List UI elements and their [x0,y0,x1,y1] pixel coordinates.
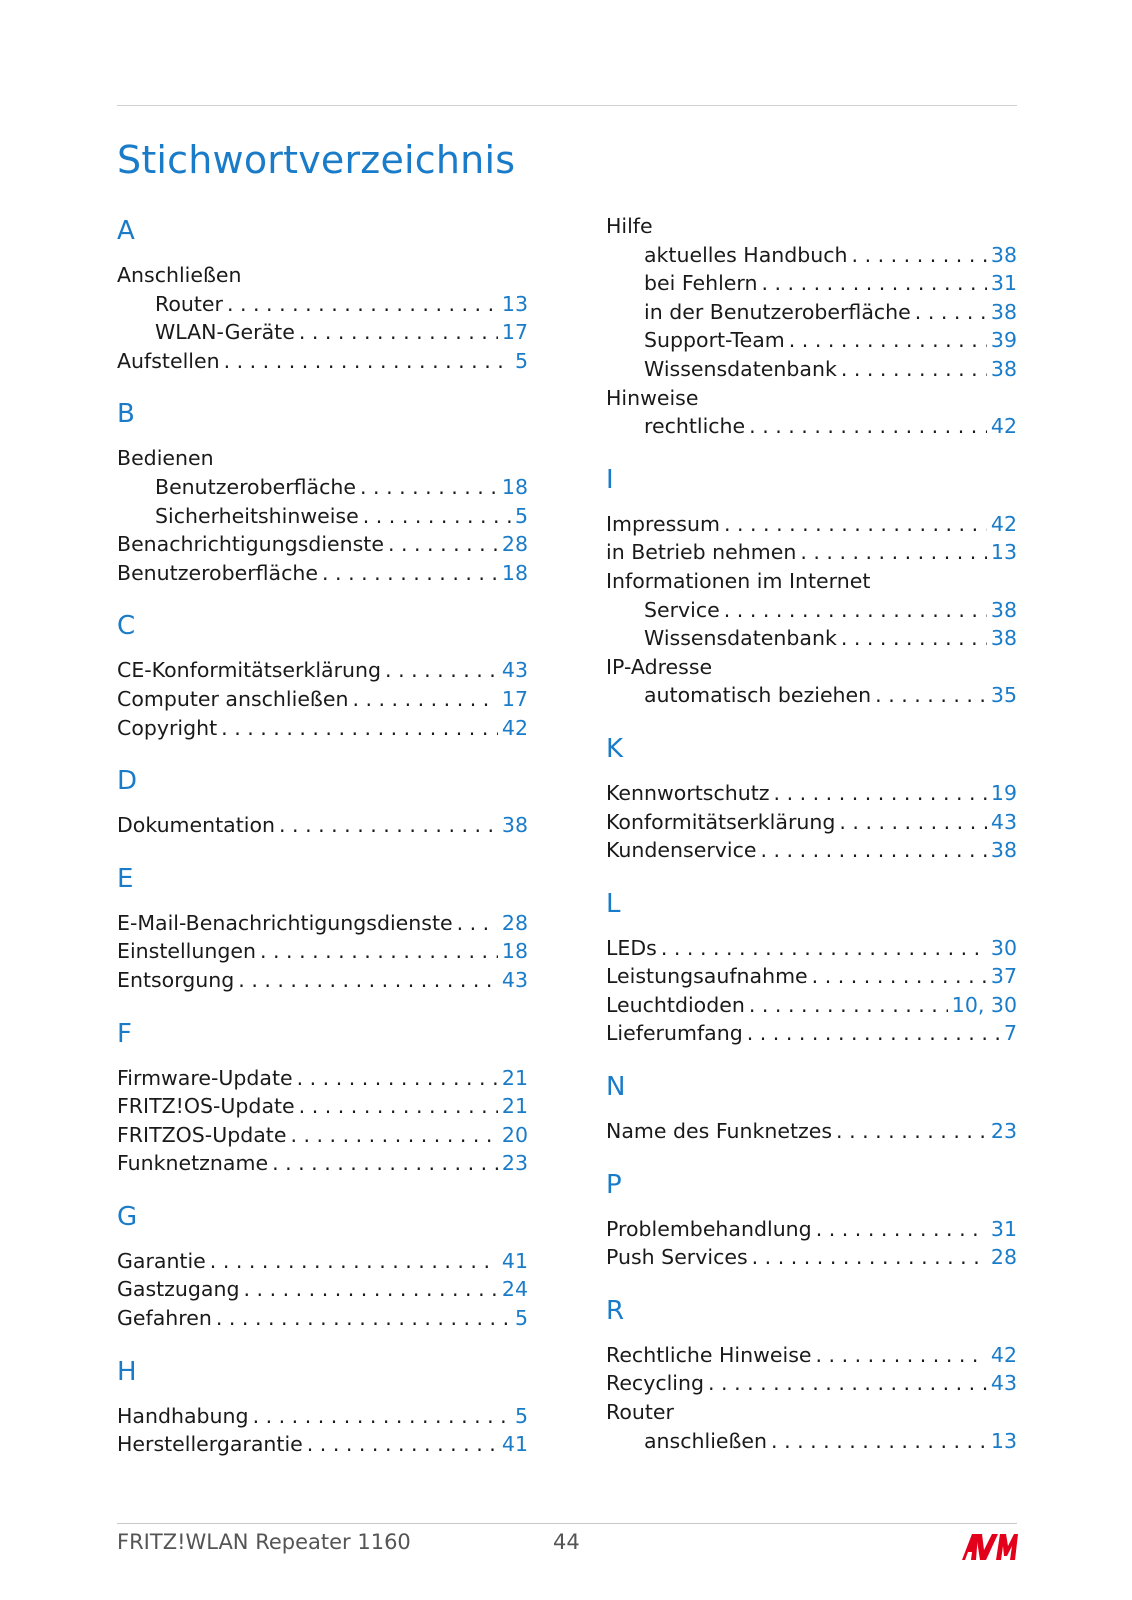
page-reference-link[interactable]: 42 [990,1342,1017,1367]
index-term: Service [644,597,720,622]
section-letter: R [606,1295,625,1326]
page-reference-link[interactable]: 38 [990,242,1017,267]
index-term: in Betrieb nehmen [606,540,797,565]
page-reference-link[interactable]: 23 [501,1151,528,1176]
index-entry [117,1247,528,1276]
dot-leader [837,624,987,653]
index-term: Rechtliche Hinweise [606,1342,812,1367]
dot-leader [223,290,498,319]
page-reference-link[interactable]: 13 [990,1428,1017,1453]
section-letter: G [117,1201,138,1232]
index-entry [117,1121,528,1150]
dot-leader [220,347,511,376]
index-term: Garantie [117,1248,206,1273]
index-term: Firmware-Update [117,1065,293,1090]
index-term: Lieferumfang [606,1021,743,1046]
index-entry [117,909,528,938]
dot-leader [704,1369,987,1398]
index-subentry [606,241,1017,270]
index-term: bei Fehlern [644,271,758,296]
index-term: Leistungsaufnahme [606,964,808,989]
index-section [606,212,1017,441]
index-entry [606,1117,1017,1146]
page-reference-link[interactable]: 43 [501,658,528,683]
index-term: Informationen im Internet [606,568,871,593]
page-title: Stichwortverzeichnis [117,138,516,182]
index-term: Sicherheitshinweise [155,503,359,528]
dot-leader [743,1019,1000,1048]
index-term: Support-Team [644,328,785,353]
index-section [606,1068,1017,1146]
index-subentry [606,355,1017,384]
index-term: LEDs [606,935,657,960]
index-entry [606,1341,1017,1370]
index-section [606,1292,1017,1455]
index-section [117,762,528,840]
avm-logo [962,1532,1018,1562]
index-term: rechtliche [644,414,746,439]
index-entry [606,510,1017,539]
index-term: IP-Adresse [606,654,713,679]
page-reference-link[interactable]: 39 [990,328,1017,353]
index-entry [606,538,1017,567]
index-column-left [117,212,528,1459]
section-letter: H [117,1356,137,1387]
index-entry [117,261,528,290]
index-subentry [606,298,1017,327]
index-section [606,1166,1017,1272]
page-reference-link[interactable]: 17 [501,320,528,345]
page-reference-link[interactable]: 28 [990,1245,1017,1270]
index-term: WLAN-Geräte [155,320,295,345]
section-letter: P [606,1169,622,1200]
dot-leader [256,937,498,966]
index-term: Entsorgung [117,967,235,992]
page-reference-link[interactable]: 38 [990,356,1017,381]
index-entry [606,1398,1017,1427]
dot-leader [796,538,987,567]
index-section [606,461,1017,710]
section-letter: K [606,733,624,764]
index-entry [117,1149,528,1178]
dot-leader [240,1275,498,1304]
index-column-right [606,212,1017,1455]
page-reference-link[interactable]: 41 [501,1248,528,1273]
index-term: FRITZ!OS-Update [117,1094,295,1119]
page-reference-link[interactable]: 18 [501,560,528,585]
index-section [117,1353,528,1459]
dot-leader [295,318,498,347]
index-term: Kundenservice [606,838,757,863]
index-subentry [606,596,1017,625]
page-reference-link[interactable]: 43 [990,809,1017,834]
dot-leader [835,808,987,837]
index-term: Push Services [606,1245,748,1270]
page-reference-link[interactable]: 13 [990,540,1017,565]
section-letter: F [117,1018,132,1049]
section-letter: B [117,399,135,430]
index-section [117,860,528,995]
index-entry [117,1092,528,1121]
index-term: Copyright [117,715,218,740]
index-term: Recycling [606,1371,705,1396]
dot-leader [657,934,987,963]
index-entry [117,444,528,473]
page-reference-link[interactable]: 17 [501,686,528,711]
index-term: Benutzeroberfläche [155,474,356,499]
dot-leader [249,1402,511,1431]
index-entry [117,966,528,995]
index-section [117,395,528,587]
index-subentry [606,412,1017,441]
dot-leader [720,596,987,625]
dot-leader [748,1243,987,1272]
section-letter: C [117,611,136,642]
section-letter: L [606,888,621,919]
section-letter: A [117,216,135,246]
dot-leader [812,1215,987,1244]
index-section [117,1015,528,1178]
dot-leader [720,510,987,539]
index-entry [117,685,528,714]
page-reference-link[interactable]: 38 [990,299,1017,324]
index-term: Impressum [606,511,720,536]
index-entry [117,714,528,743]
index-entry [117,347,528,376]
section-letter: N [606,1072,626,1103]
index-term: Router [155,291,223,316]
index-term: Name des Funknetzes [606,1119,833,1144]
index-entry [117,1064,528,1093]
index-entry [606,567,1017,596]
index-entry [117,656,528,685]
page-reference-link[interactable]: 10, 30 [951,992,1017,1017]
index-entry [117,559,528,588]
index-term: in der Benutzeroberfläche [644,299,911,324]
dot-leader [356,473,498,502]
page-reference-link[interactable]: 31 [990,1216,1017,1241]
index-term: Aufstellen [117,348,220,373]
index-term: Dokumentation [117,813,276,838]
index-term: Konformitätserklärung [606,809,836,834]
index-subentry [606,269,1017,298]
index-term: Gefahren [117,1306,212,1331]
dot-leader [453,909,498,938]
dot-leader [832,1117,987,1146]
index-entry [606,653,1017,682]
dot-leader [295,1092,498,1121]
index-term: Funknetzname [117,1151,269,1176]
dot-leader [293,1064,498,1093]
index-entry [606,991,1017,1020]
dot-leader [212,1304,511,1333]
index-entry [606,384,1017,413]
index-subentry [117,318,528,347]
index-term: Handhabung [117,1403,249,1428]
page-reference-link[interactable]: 43 [501,967,528,992]
page-reference-link[interactable]: 30 [990,935,1017,960]
page-reference-link[interactable]: 7 [1003,1021,1017,1046]
index-term: FRITZOS-Update [117,1122,287,1147]
page-reference-link[interactable]: 18 [501,474,528,499]
dot-leader [871,681,987,710]
index-entry [606,934,1017,963]
index-term: Bedienen [117,446,214,471]
dot-leader [268,1149,498,1178]
index-entry [117,1430,528,1459]
index-term: Einstellungen [117,939,256,964]
dot-leader [745,412,987,441]
index-section [117,1198,528,1333]
index-subentry [606,624,1017,653]
index-term: aktuelles Handbuch [644,242,848,267]
index-term: Hinweise [606,385,699,410]
index-subentry [606,1427,1017,1456]
dot-leader [770,779,987,808]
dot-leader [848,241,987,270]
page-reference-link[interactable]: 19 [990,780,1017,805]
index-entry [606,836,1017,865]
index-section [117,607,528,742]
index-term: Router [606,1400,674,1425]
index-subentry [117,473,528,502]
index-entry [117,1275,528,1304]
index-entry [606,962,1017,991]
footer-product-name: FRITZ!WLAN Repeater 1160 [117,1530,411,1554]
section-letter: E [117,863,134,894]
index-entry [117,811,528,840]
index-entry [606,1369,1017,1398]
index-term: Kennwortschutz [606,780,770,805]
dot-leader [234,966,498,995]
page-reference-link[interactable]: 5 [514,348,528,373]
index-subentry [117,502,528,531]
index-entry [117,530,528,559]
page-reference-link[interactable]: 20 [501,1122,528,1147]
index-term: Problembehandlung [606,1216,812,1241]
footer-rule [117,1523,1017,1524]
page-reference-link[interactable]: 31 [990,271,1017,296]
section-letter: D [117,766,138,797]
index-term: Anschließen [117,263,242,287]
dot-leader [275,811,498,840]
dot-leader [837,355,987,384]
index-term: Wissensdatenbank [644,626,837,651]
index-entry [606,212,1017,241]
index-term: Benachrichtigungsdienste [117,532,384,557]
page-reference-link[interactable]: 38 [501,813,528,838]
dot-leader [381,656,498,685]
page-reference-link[interactable]: 13 [501,291,528,316]
dot-leader [812,1341,987,1370]
index-subentry [606,681,1017,710]
index-subentry [606,326,1017,355]
index-entry [606,779,1017,808]
index-entry [117,937,528,966]
dot-leader [745,991,948,1020]
dot-leader [303,1430,498,1459]
page-reference-link[interactable]: 23 [990,1119,1017,1144]
dot-leader [756,836,986,865]
dot-leader [808,962,987,991]
page-reference-link[interactable]: 5 [514,1403,528,1428]
page-reference-link[interactable]: 42 [990,414,1017,439]
index-term: CE-Konformitätserklärung [117,658,382,683]
page-reference-link[interactable]: 28 [501,532,528,557]
index-entry [117,1402,528,1431]
index-term: Herstellergarantie [117,1432,303,1457]
page-reference-link[interactable]: 18 [501,939,528,964]
page-reference-link[interactable]: 42 [501,715,528,740]
page-reference-link[interactable]: 42 [990,511,1017,536]
dot-leader [217,714,498,743]
dot-leader [767,1427,987,1456]
page-reference-link[interactable]: 38 [990,597,1017,622]
index-term: E-Mail-Benachrichtigungsdienste [117,910,453,935]
index-section [606,885,1017,1048]
index-section [117,212,528,375]
index-entry [606,1215,1017,1244]
page-reference-link[interactable]: 41 [501,1432,528,1457]
index-term: automatisch beziehen [644,683,872,708]
dot-leader [785,326,987,355]
index-entry [606,1243,1017,1272]
index-entry [606,1019,1017,1048]
page-reference-link[interactable]: 37 [990,964,1017,989]
index-subentry [117,290,528,319]
footer-page-number: 44 [553,1530,580,1554]
dot-leader [757,269,986,298]
page-reference-link[interactable]: 24 [501,1277,528,1302]
page-reference-link[interactable]: 28 [501,910,528,935]
section-letter: I [606,464,614,495]
dot-leader [348,685,497,714]
page-reference-link[interactable]: 38 [990,626,1017,651]
page-reference-link[interactable]: 35 [990,683,1017,708]
dot-leader [318,559,498,588]
index-term: anschließen [644,1428,768,1453]
page-reference-link[interactable]: 5 [514,503,528,528]
index-term: Benutzeroberfläche [117,560,318,585]
index-term: Gastzugang [117,1277,240,1302]
dot-leader [206,1247,498,1276]
index-entry [117,1304,528,1333]
page-reference-link[interactable]: 43 [990,1371,1017,1396]
dot-leader [384,530,498,559]
index-term: Leuchtdioden [606,992,745,1017]
page-reference-link[interactable]: 5 [514,1306,528,1331]
index-section [606,730,1017,865]
index-entry [606,808,1017,837]
dot-leader [911,298,987,327]
dot-leader [359,502,511,531]
header-rule [117,105,1017,106]
index-term: Hilfe [606,214,653,238]
index-term: Computer anschließen [117,686,349,711]
page-reference-link[interactable]: 21 [501,1094,528,1119]
page-reference-link[interactable]: 38 [990,838,1017,863]
page-reference-link[interactable]: 21 [501,1065,528,1090]
dot-leader [286,1121,497,1150]
index-term: Wissensdatenbank [644,356,837,381]
